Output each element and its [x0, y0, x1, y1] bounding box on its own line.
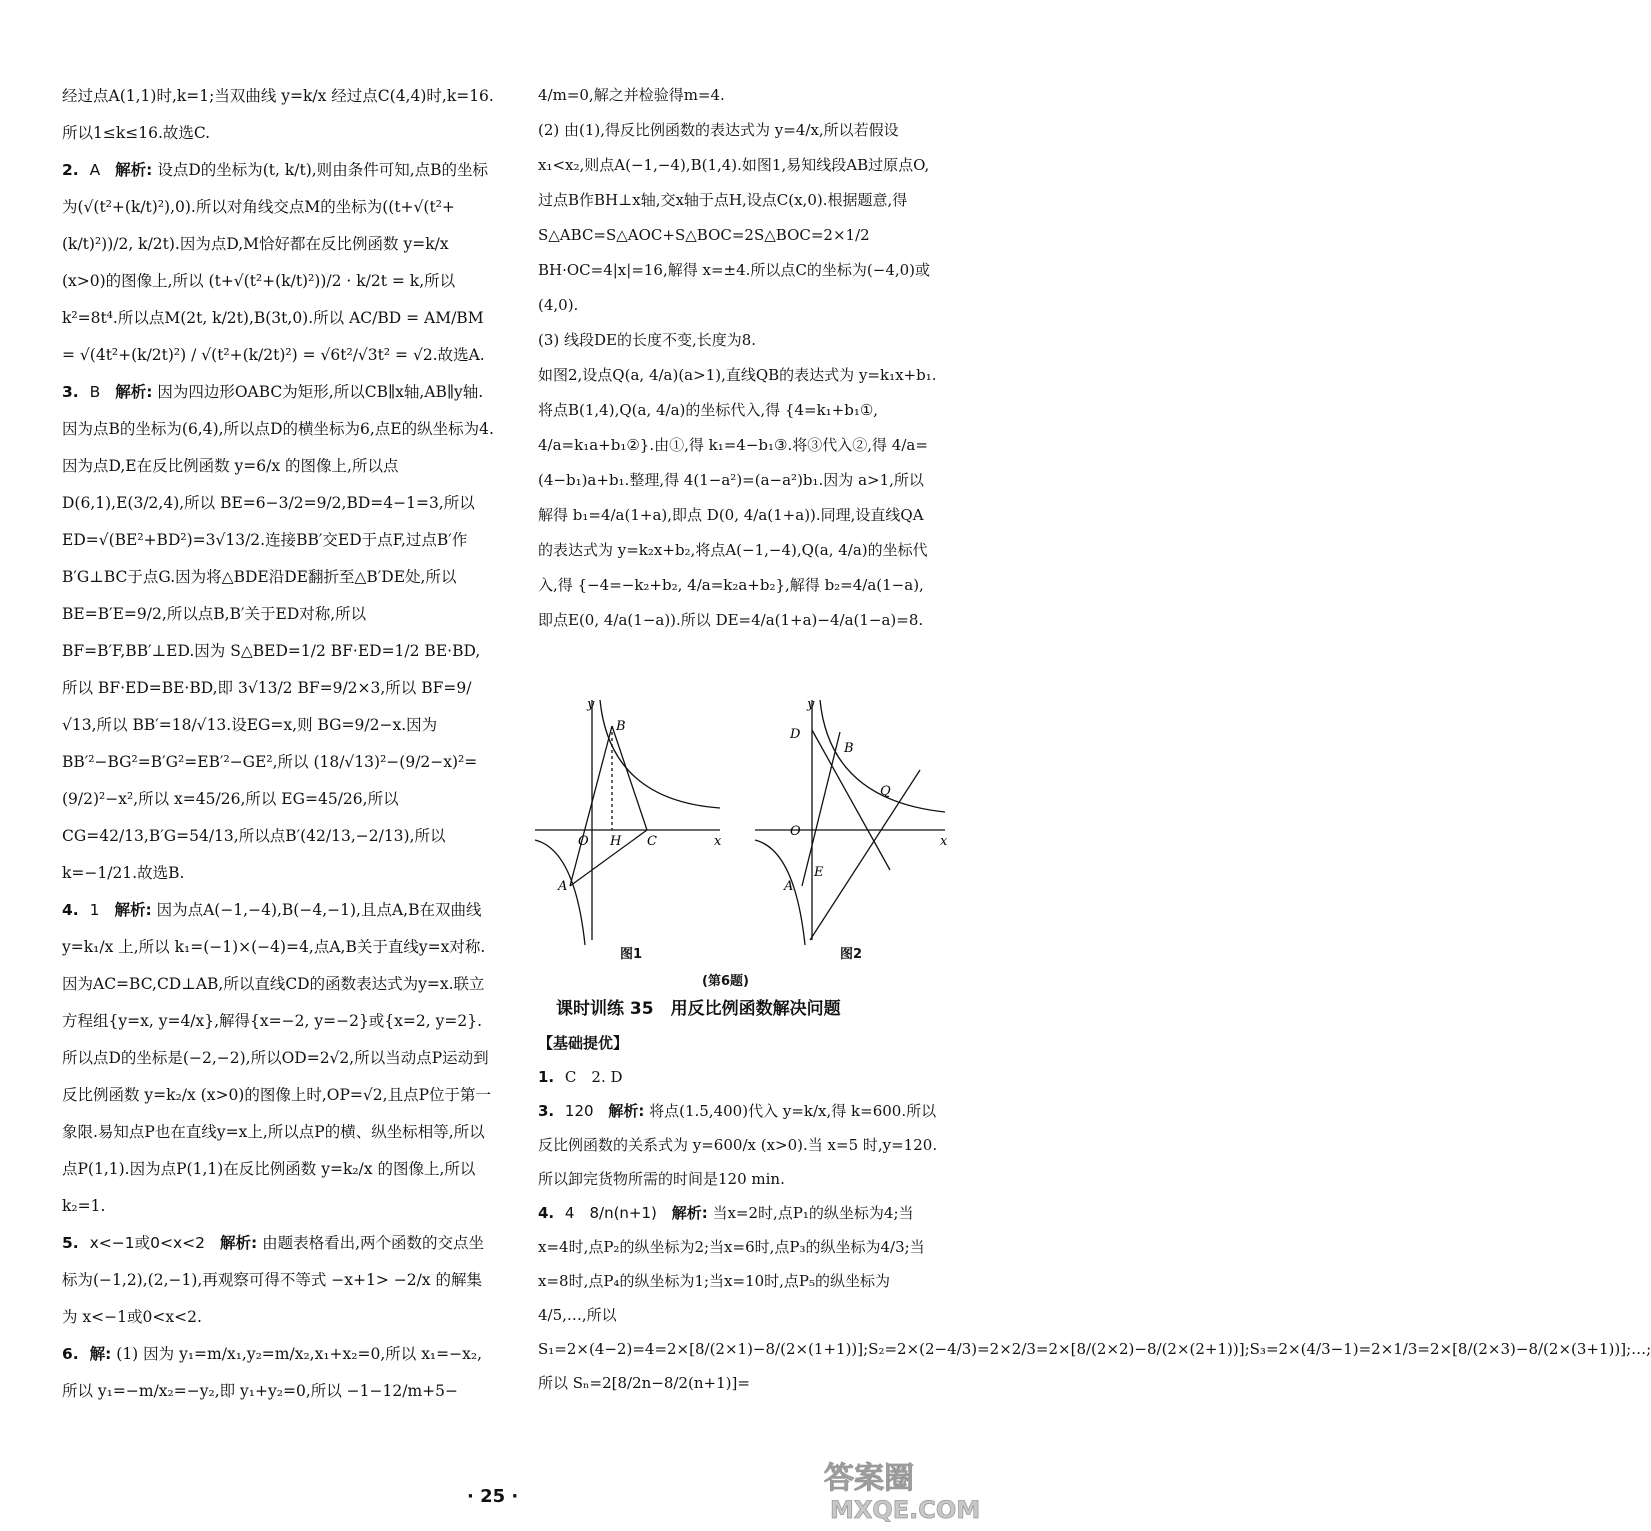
item-label: 解析:: [115, 161, 153, 179]
figure-1-label: 图1: [620, 947, 643, 962]
watermark-logo: [820, 1454, 990, 1524]
item-text: 因为点A(−1,−4),B(−4,−1),且点A,B在双曲线 y=k₁/x 上,所以 k₁=(−1)×(−4)=4,点A,B关于直线y=x对称.因为AC=BC,CD⊥AB,所以直线CD的函数表达式为y=x.联立方程组{y=x, y=4/x},解得{x=−2, y=−2}或{x=2, y=2}.所以点D的坐标是(−2,−2),所以OD=2√2,所以当动点P运动到反比例函数 y=k₂/x (x>0)的图像上时,OP=√2,且点P位于第一象限.易知点P也在直线y=x上,所以点P的横、纵坐标相等,所以点P(1,1).因为点P(1,1)在反比例函数 y=k₂/x 的图像上,所以 k₂=1.: [62, 901, 491, 1215]
item-label: 解析:: [115, 383, 153, 401]
item-text: 将点(1.5,400)代入 y=k/x,得 k=600.所以反比例函数的关系式为 y=600/x (x>0).当 x=5 时,y=120.所以卸完货物所需的时间是120 min.: [538, 1102, 938, 1188]
item-label: 解析:: [608, 1102, 645, 1120]
item-number: 2.: [62, 161, 79, 179]
fig2-label-a: A: [784, 879, 794, 894]
item-number: 4.: [538, 1204, 555, 1222]
right-line-2: (2) 由(1),得反比例函数的表达式为 y=4/x,所以若假设x₁<x₂,则点A(−1,−4),B(1,4).如图1,易知线段AB过原点O,过点B作BH⊥x轴,交x轴于点H,设点C(x,0).根据题意,得 S△ABC=S△AOC+S△BOC=2S△BOC=2×1/2 BH·OC=4|x|=16,解得 x=±4.所以点C的坐标为(−4,0)或(4,0).: [538, 121, 931, 314]
fig1-label-a: A: [558, 879, 568, 894]
item-text: 因为四边形OABC为矩形,所以CB∥x轴,AB∥y轴.因为点B的坐标为(6,4),所以点D的横坐标为6,点E的纵坐标为4.因为点D,E在反比例函数 y=6/x 的图像上,所以点D(6,1),E(3/2,4),所以 BE=6−3/2=9/2,BD=4−1=3,所以 ED=√(BE²+BD²)=3√13/2.连接BB′交ED于点F,过点B′作B′G⊥BC于点G.因为将△BDE沿DE翻折至△B′DE处,所以 BE=B′E=9/2,所以点B,B′关于ED对称,所以BF=B′F,BB′⊥ED.因为 S△BED=1/2 BF·ED=1/2 BE·BD,所以 BF·ED=BE·BD,即 3√13/2 BF=9/2×3,所以 BF=9/√13,所以 BB′=18/√13.设EG=x,则 BG=9/2−x.因为 BB′²−BG²=B′G²=EB′²−GE²,所以 (18/√13)²−(9/2−x)²=(9/2)²−x²,所以 x=45/26,所以 EG=45/26,所以 CG=42/13,B′G=54/13,所以点B′(42/13,−2/13),所以 k=−1/21.故选B.: [62, 383, 494, 882]
item-6: [62, 1336, 494, 1410]
item-2: [62, 152, 494, 374]
section-item-1: [538, 1060, 938, 1094]
section-title: 课时训练 35 用反比例函数解决问题: [556, 999, 841, 1019]
fig2-label-x: x: [940, 834, 948, 849]
item-number: 5.: [62, 1234, 79, 1252]
right-line-1: 4/m=0,解之并检验得m=4.: [538, 86, 725, 104]
item-text: 当x=2时,点P₁的纵坐标为4;当x=4时,点P₂的纵坐标为2;当x=6时,点P₃的纵坐标为4/3;当x=8时,点P₄的纵坐标为1;当x=10时,点P₅的纵坐标为4/5,…,所以 S₁=2×(4−2)=4=2×[8/(2×1)−8/(2×(1+1))];S₂=2×(2−4/3)=2×2/3=2×[8/(2×2)−8/(2×(2+1))];S₃=2×(4/3−1)=2×1/3=2×[8/(2×3)−8/(2×(3+1))];…;所以 Sₙ=2[8/2n−8/2(n+1)]=: [538, 1204, 1651, 1392]
item-label: 解:: [89, 1345, 112, 1363]
item-text: (1) 因为 y₁=m/x₁,y₂=m/x₂,x₁+x₂=0,所以 x₁=−x₂,所以 y₁=−m/x₂=−y₂,即 y₁+y₂=0,所以 −1−12/m+5−: [62, 1345, 483, 1400]
fig1-label-b: B: [616, 719, 626, 734]
fig2-label-b: B: [844, 741, 854, 756]
item-5: [62, 1225, 494, 1336]
item-answer: B: [89, 383, 101, 401]
svg-text:MXQE.COM: MXQE.COM: [830, 1496, 981, 1524]
intro-text: 经过点A(1,1)时,k=1;当双曲线 y=k/x 经过点C(4,4)时,k=16.所以1≤k≤16.故选C.: [62, 87, 494, 142]
right-line-4: 如图2,设点Q(a, 4/a)(a>1),直线QB的表达式为 y=k₁x+b₁.将点B(1,4),Q(a, 4/a)的坐标代入,得 {4=k₁+b₁①, 4/a=k₁a+b₁②}.由①,得 k₁=4−b₁③.将③代入②,得 4/a=(4−b₁)a+b₁.整理,得 4(1−a²)=(a−a²)b₁.因为 a>1,所以解得 b₁=4/a(1+a),即点 D(0, 4/a(1+a)).同理,设直线QA的表达式为 y=k₂x+b₂,将点A(−1,−4),Q(a, 4/a)的坐标代入,得 {−4=−k₂+b₂, 4/a=k₂a+b₂},解得 b₂=4/a(1−a),即点E(0, 4/a(1−a)).所以 DE=4/a(1+a)−4/a(1−a)=8.: [538, 366, 937, 629]
item-answer: 120: [564, 1102, 594, 1120]
fig2-label-e: E: [814, 865, 824, 880]
item-text: C 2. D: [564, 1068, 623, 1086]
left-column: [62, 78, 494, 1410]
item-number: 3.: [62, 383, 79, 401]
item-label: 解析:: [671, 1204, 708, 1222]
item-label: 解析:: [114, 901, 152, 919]
item-number: 1.: [538, 1068, 555, 1086]
section-item-4: [538, 1196, 1651, 1400]
item-number: 3.: [538, 1102, 555, 1120]
item-label: 解析:: [219, 1234, 258, 1252]
item-answer: A: [89, 161, 101, 179]
fig2-label-y: y: [807, 697, 815, 712]
item-answer: 4 8/n(n+1): [564, 1204, 657, 1222]
section-body: [538, 1026, 1651, 1400]
right-column: [538, 78, 938, 638]
fig2-label-d: D: [790, 727, 801, 742]
item-text: 设点D的坐标为(t, k/t),则由条件可知,点B的坐标为(√(t²+(k/t)²),0).所以对角线交点M的坐标为((t+√(t²+(k/t)²))/2, k/2t).因为点D,M恰好都在反比例函数 y=k/x (x>0)的图像上,所以 (t+√(t²+(k/t)²))/2 · k/2t = k,所以 k²=8t⁴.所以点M(2t, k/2t),B(3t,0).所以 AC/BD = AM/BM = √(4t²+(k/2t)²) / √(t²+(k/2t)²) = √6t²/√3t² = √2.故选A.: [62, 161, 489, 364]
fig2-label-q: Q: [880, 784, 891, 799]
figure-1: [530, 690, 730, 950]
item-answer: x<−1或0<x<2: [89, 1234, 206, 1252]
item-number: 6.: [62, 1345, 79, 1363]
fig1-label-o: O: [578, 834, 589, 849]
item-text: 由题表格看出,两个函数的交点坐标为(−1,2),(2,−1),再观察可得不等式 −x+1> −2/x 的解集为 x<−1或0<x<2.: [62, 1234, 485, 1326]
page-number: · 25 ·: [467, 1486, 519, 1507]
fig1-label-h: H: [610, 834, 622, 849]
svg-text:答案圈: 答案圈: [824, 1461, 914, 1496]
item-3: [62, 374, 494, 892]
item-answer: 1: [89, 901, 100, 919]
item-4: [62, 892, 494, 1225]
figures: [530, 690, 950, 990]
figure-2-label: 图2: [840, 947, 863, 962]
right-line-3: (3) 线段DE的长度不变,长度为8.: [538, 331, 757, 349]
section-subhead: 【基础提优】: [538, 1034, 629, 1052]
figure-2: [750, 690, 950, 950]
fig2-label-o: O: [790, 824, 801, 839]
section-item-3: [538, 1094, 938, 1196]
fig1-label-x: x: [714, 834, 722, 849]
fig1-label-c: C: [647, 834, 657, 849]
item-number: 4.: [62, 901, 79, 919]
fig1-label-y: y: [587, 697, 595, 712]
figure-caption: (第6题): [702, 974, 749, 989]
